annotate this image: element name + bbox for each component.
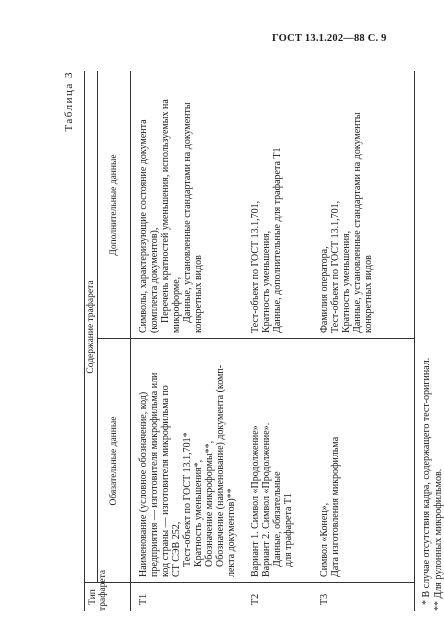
table-top-border (84, 71, 85, 611)
table-row-additional: Фамилия оператора, Тест-объект по ГОСТ 13.1,701, Кратность уменьшения, Данные, установленные стандартами на документы конкретных видов (319, 112, 374, 333)
column-header-content: Содержание трафарета (86, 280, 96, 374)
column-header-additional: Дополнительные данные (109, 154, 119, 256)
table-row-required: Символ «Конец», Дата изготовления микрофильма (319, 436, 341, 577)
header-bottom-border (130, 71, 131, 611)
footnote: * В случае отсутствия кадра, содержащего тест-оригинал. (421, 357, 432, 605)
table-row-type: Т2 (250, 593, 261, 605)
type-column-divider (84, 582, 414, 583)
footnote: ** Для рулонных микрофильмов. (433, 468, 444, 611)
rotated-page-content (63, 71, 444, 611)
column-header-required: Обязательные данные (109, 416, 119, 506)
content-subheader-line (97, 71, 98, 583)
table-row-type: Т1 (138, 593, 149, 605)
table-title: Таблица 3 (63, 71, 75, 132)
column-header-type: Тип трафарета (88, 569, 108, 611)
required-additional-divider (97, 338, 414, 339)
page-header: ГОСТ 13.1.202—88 С. 9 (272, 33, 387, 44)
table-row-additional: Символы, характеризующие состояние документа (комплекта документов), Перечень кратностей уменьшения, используемых на микроформе, Данные, установленные стандартами на документы конкретных видов (138, 99, 204, 333)
table-row-required: Вариант 1. Символ «Продолжение» Вариант 2. Символ «Продолжение». Данные, обязательные для трафарета Т1 (250, 422, 294, 577)
table-row-required: Наименование (условное обозначение, код) предприятия — изготовителя микрофильма или код страны — изготовителя микрофильма по СТ СЭВ 252, Тест-объект по ГОСТ 13.1,701* Кратность уменьшения*, Обозначение микроформы**, Обозначение (наименование) документа (комп- лекта документов)** (138, 364, 237, 577)
table-row-additional: Тест-объект по ГОСТ 13.1,701, Кратность уменьшения, Данные, дополнительные для трафарета Т1 (250, 147, 283, 333)
table-bottom-border (414, 71, 415, 611)
table-row-type: Т3 (319, 593, 330, 605)
